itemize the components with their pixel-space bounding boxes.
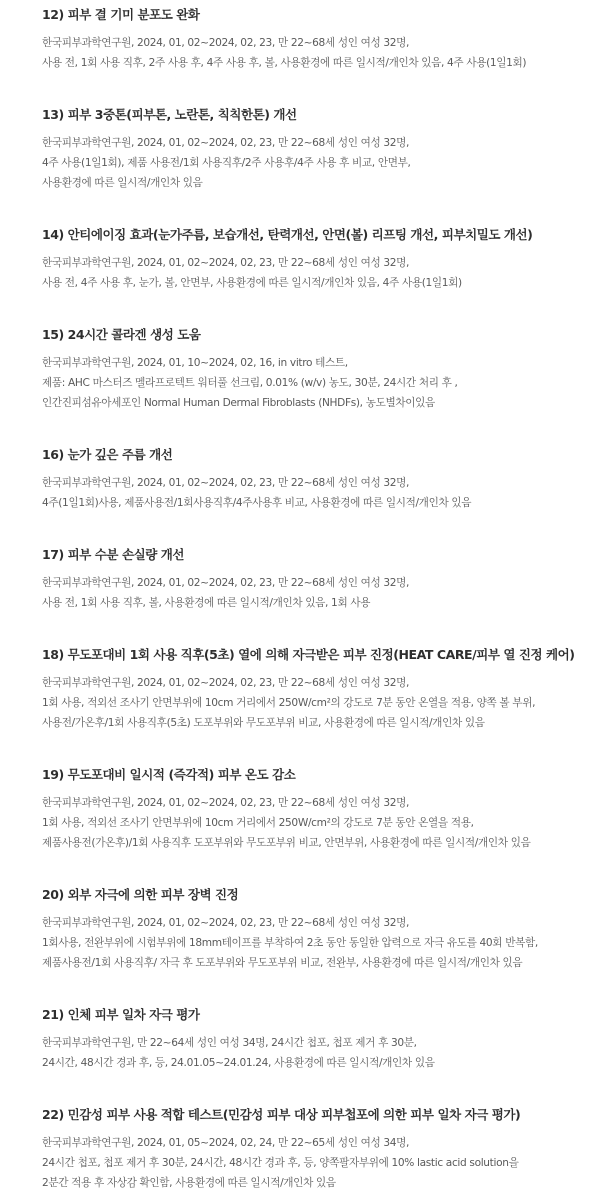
claim-title: 19) 무도포대비 일시적 (즉각적) 피부 온도 감소 [42, 767, 296, 782]
claim-detail-line: 한국피부과학연구원, 2024, 01, 02~2024, 02, 23, 만 22~68세 성인 여성 32명, [42, 137, 410, 149]
claim-detail-line: 제품사용전(가온후)/1회 사용직후 도포부위와 무도포부위 비교, 안면부위, 사용환경에 따른 일시적/개인차 있음 [42, 837, 531, 849]
claim-title: 15) 24시간 콜라겐 생성 도움 [42, 327, 201, 342]
claim-22 [42, 1106, 610, 1193]
claim-detail-line: 24시간, 48시간 경과 후, 등, 24.01.05~24.01.24, 사용환경에 따른 일시적/개인차 있음 [42, 1057, 435, 1069]
claim-16 [42, 446, 610, 513]
claim-detail-line: 사용 전, 1회 사용 직후, 볼, 사용환경에 따른 일시적/개인차 있음, 1회 사용 [42, 597, 371, 609]
claim-13 [42, 106, 610, 193]
claim-detail-line: 사용환경에 따른 일시적/개인차 있음 [42, 177, 203, 189]
claim-title: 21) 인체 피부 일차 자극 평가 [42, 1007, 200, 1022]
claim-17 [42, 546, 610, 613]
claim-detail-line: 한국피부과학연구원, 2024, 01, 05~2024, 02, 24, 만 22~65세 성인 여성 34명, [42, 1137, 410, 1149]
claim-title: 12) 피부 결 기미 분포도 완화 [42, 7, 200, 22]
claim-detail-line: 1회 사용, 적외선 조사기 안면부위에 10cm 거리에서 250W/cm²의 강도로 7분 동안 온열을 적용, [42, 817, 474, 829]
claim-title: 16) 눈가 깊은 주름 개선 [42, 447, 173, 462]
claim-detail-line: 사용 전, 4주 사용 후, 눈가, 볼, 안면부, 사용환경에 따른 일시적/개인차 있음, 4주 사용(1일1회) [42, 277, 462, 289]
claim-title: 14) 안티에이징 효과(눈가주름, 보습개선, 탄력개선, 안면(볼) 리프팅 개선, 피부치밀도 개선) [42, 227, 533, 242]
claim-detail-line: 1회사용, 전완부위에 시험부위에 18mm테이프를 부착하여 2초 동안 동일한 압력으로 자극 유도를 40회 반복함, [42, 937, 538, 949]
claim-detail-line: 1회 사용, 적외선 조사기 안면부위에 10cm 거리에서 250W/cm²의 강도로 7분 동안 온열을 적용, 양쪽 볼 부위, [42, 697, 536, 709]
claim-detail-line: 4주 사용(1일1회), 제품 사용전/1회 사용직후/2주 사용후/4주 사용 후 비교, 안면부, [42, 157, 411, 169]
claim-20 [42, 886, 610, 973]
claim-detail-line: 한국피부과학연구원, 2024, 01, 10~2024, 02, 16, in vitro 테스트, [42, 357, 348, 369]
claim-19 [42, 766, 610, 853]
claim-detail-line: 한국피부과학연구원, 2024, 01, 02~2024, 02, 23, 만 22~68세 성인 여성 32명, [42, 477, 410, 489]
claim-21 [42, 1006, 610, 1073]
claim-detail-line: 제품사용전/1회 사용직후/ 자극 후 도포부위와 무도포부위 비교, 전완부, 사용환경에 따른 일시적/개인차 있음 [42, 957, 523, 969]
claim-detail-line: 24시간 첩포, 첩포 제거 후 30분, 24시간, 48시간 경과 후, 등, 양쪽팔자부위에 10% lastic acid solution을 [42, 1157, 519, 1169]
claim-detail-line: 한국피부과학연구원, 2024, 01, 02~2024, 02, 23, 만 22~68세 성인 여성 32명, [42, 917, 410, 929]
claim-detail-line: 제품: AHC 마스터즈 멜라프로텍트 워터풀 선크림, 0.01% (w/v) 농도, 30분, 24시간 처리 후 , [42, 377, 458, 389]
claim-14 [42, 226, 610, 293]
claim-15 [42, 326, 610, 413]
claim-18 [42, 646, 610, 733]
claim-title: 22) 민감성 피부 사용 적합 테스트(민감성 피부 대상 피부첩포에 의한 피부 일차 자극 평가) [42, 1107, 521, 1122]
claim-detail-line: 한국피부과학연구원, 2024, 01, 02~2024, 02, 23, 만 22~68세 성인 여성 32명, [42, 257, 410, 269]
claim-detail-line: 한국피부과학연구원, 2024, 01, 02~2024, 02, 23, 만 22~68세 성인 여성 32명, [42, 37, 410, 49]
claim-title: 18) 무도포대비 1회 사용 직후(5초) 열에 의해 자극받은 피부 진정(HEAT CARE/피부 열 진정 케어) [42, 647, 575, 662]
claim-detail-line: 한국피부과학연구원, 2024, 01, 02~2024, 02, 23, 만 22~68세 성인 여성 32명, [42, 677, 410, 689]
claim-detail-line: 인간진피섬유아세포인 Normal Human Dermal Fibroblasts (NHDFs), 농도별차이있음 [42, 397, 435, 409]
claim-detail-line: 한국피부과학연구원, 만 22~64세 성인 여성 34명, 24시간 첩포, 첩포 제거 후 30분, [42, 1037, 417, 1049]
claim-title: 17) 피부 수분 손실량 개선 [42, 547, 184, 562]
claim-detail-line: 사용전/가온후/1회 사용직후(5초) 도포부위와 무도포부위 비교, 사용환경에 따른 일시적/개인차 있음 [42, 717, 485, 729]
claim-title: 13) 피부 3중톤(피부톤, 노란톤, 칙칙한톤) 개선 [42, 107, 297, 122]
claim-detail-line: 4주(1일1회)사용, 제품사용전/1회사용직후/4주사용후 비교, 사용환경에 따른 일시적/개인차 있음 [42, 497, 472, 509]
claim-detail-line: 2분간 적용 후 자상감 확인함, 사용환경에 따른 일시적/개인차 있음 [42, 1177, 336, 1189]
claim-detail-line: 사용 전, 1회 사용 직후, 2주 사용 후, 4주 사용 후, 볼, 사용환경에 따른 일시적/개인차 있음, 4주 사용(1일1회) [42, 57, 527, 69]
claim-detail-line: 한국피부과학연구원, 2024, 01, 02~2024, 02, 23, 만 22~68세 성인 여성 32명, [42, 577, 410, 589]
claim-detail-line: 한국피부과학연구원, 2024, 01, 02~2024, 02, 23, 만 22~68세 성인 여성 32명, [42, 797, 410, 809]
claim-title: 20) 외부 자극에 의한 피부 장벽 진정 [42, 887, 239, 902]
claim-12 [42, 6, 610, 73]
